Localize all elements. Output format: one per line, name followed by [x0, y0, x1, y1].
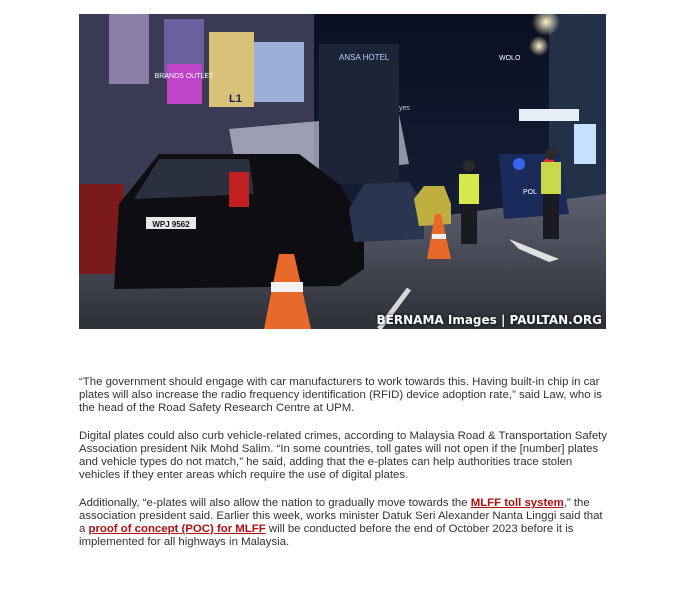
yes-sign: yes [399, 105, 410, 112]
wolo-sign: WOLO [499, 55, 521, 62]
mlff-toll-system-link[interactable]: MLFF toll system [470, 497, 564, 509]
paragraph-mlff-text-2: ,” the association president said. Earlier this week, works minister Datuk Seri Alexander Nanta Linggi said that a [79, 497, 603, 535]
paragraph-digital-plates: Digital plates could also curb vehicle-related crimes, according to Malaysia Road & Transportation Safety Association president Nik Mohd Salim. “In some countries, toll gates will not open if the [number] plates and vehicle types do not match,” he said, adding that the e-plates can help authorities trace stolen vehicles if they enter areas which require the use of digital plates. [79, 430, 608, 481]
photo-credit: BERNAMA Images | PAULTAN.ORG [376, 313, 602, 327]
paragraph-mlff-text-1: Additionally, “e-plates will also allow the nation to gradually move towards the [79, 497, 471, 509]
article-body [79, 376, 609, 564]
brands-outlet-text: BRANDS OUTLET [154, 73, 214, 80]
level-sign-text: L1 [229, 93, 242, 105]
paragraph-law-quote: “The government should engage with car manufacturers to work towards this. Having built-in chip in car plates will also increase the radio frequency identification (RFID) device adoption rate,” said Law, who is the head of the Road Safety Research Centre at UPM. [79, 376, 602, 414]
pol-text: POL [523, 189, 538, 196]
news-photo [79, 14, 606, 329]
paragraph-mlff [79, 497, 609, 549]
brands-outlet-sign [167, 64, 202, 104]
poc-mlff-link[interactable]: proof of concept (POC) for MLFF [88, 523, 266, 535]
ansa-sign: ANSA HOTEL [339, 53, 390, 62]
car-plate: WPJ 9562 [152, 220, 190, 229]
paragraph-mlff-text-3: will be conducted before the end of October 2023 before it is implemented for all highways in Malaysia. [79, 523, 574, 548]
